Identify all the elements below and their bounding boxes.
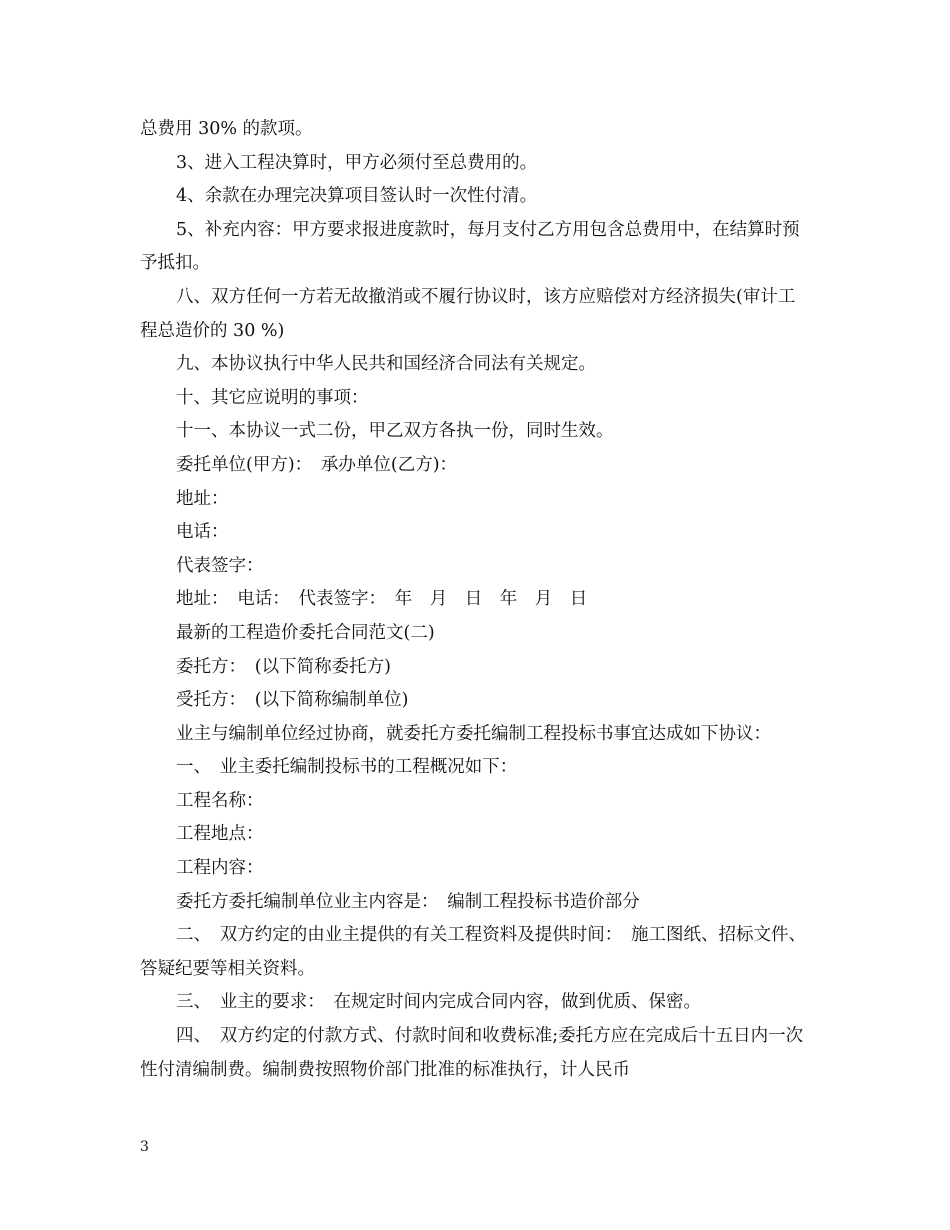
- paragraph: 委托方委托编制单位业主内容是： 编制工程投标书造价部分: [176, 891, 640, 912]
- paragraph: 九、本协议执行中华人民共和国经济合同法有关规定。: [176, 354, 596, 375]
- paragraph: 电话：: [176, 522, 229, 543]
- paragraph: 十一、本协议一式二份，甲乙双方各执一份，同时生效。: [176, 421, 614, 442]
- document-body: [140, 113, 812, 1087]
- paragraph: 十、其它应说明的事项：: [176, 387, 369, 408]
- paragraph: 业主与编制单位经过协商，就委托方委托编制工程投标书事宜达成如下协议：: [176, 723, 771, 744]
- paragraph: 代表签字：: [176, 555, 264, 576]
- paragraph: 5、补充内容：甲方要求报进度款时，每月支付乙方用包含总费用中，在结算时预予抵扣。: [140, 219, 800, 274]
- paragraph: 工程地点：: [176, 824, 264, 845]
- paragraph: 工程名称：: [176, 790, 264, 811]
- paragraph: 3、进入工程决算时，甲方必须付至总费用的。: [176, 152, 538, 173]
- paragraph: 地址： 电话： 代表签字： 年 月 日 年 月 日: [176, 589, 588, 610]
- paragraph: 地址：: [176, 488, 229, 509]
- paragraph: 工程内容：: [176, 858, 264, 879]
- paragraph: 一、 业主委托编制投标书的工程概况如下：: [176, 757, 518, 778]
- page-number: 3: [140, 1139, 149, 1155]
- paragraph: 八、双方任何一方若无故撤消或不履行协议时，该方应赔偿对方经济损失(审计工程总造价的 30 %): [140, 286, 796, 341]
- paragraph: 三、 业主的要求： 在规定时间内完成合同内容，做到优质、保密。: [176, 992, 701, 1013]
- paragraph: 二、 双方约定的由业主提供的有关工程资料及提供时间： 施工图纸、招标文件、答疑纪要等相关资料。: [140, 925, 806, 979]
- paragraph: 4、余款在办理完决算项目签认时一次性付清。: [176, 186, 538, 207]
- section-heading: 最新的工程造价委托合同范文(二): [176, 622, 435, 643]
- paragraph: 四、 双方约定的付款方式、付款时间和收费标准;委托方应在完成后十五日内一次性付清编制费。编制费按照物价部门批准的标准执行，计人民币: [140, 1026, 804, 1080]
- paragraph: 委托单位(甲方)： 承办单位(乙方)：: [176, 454, 458, 475]
- paragraph: 委托方： (以下简称委托方): [176, 656, 391, 677]
- paragraph: 总费用 30% 的款项。: [140, 119, 313, 139]
- paragraph: 受托方： (以下简称编制单位): [176, 690, 409, 711]
